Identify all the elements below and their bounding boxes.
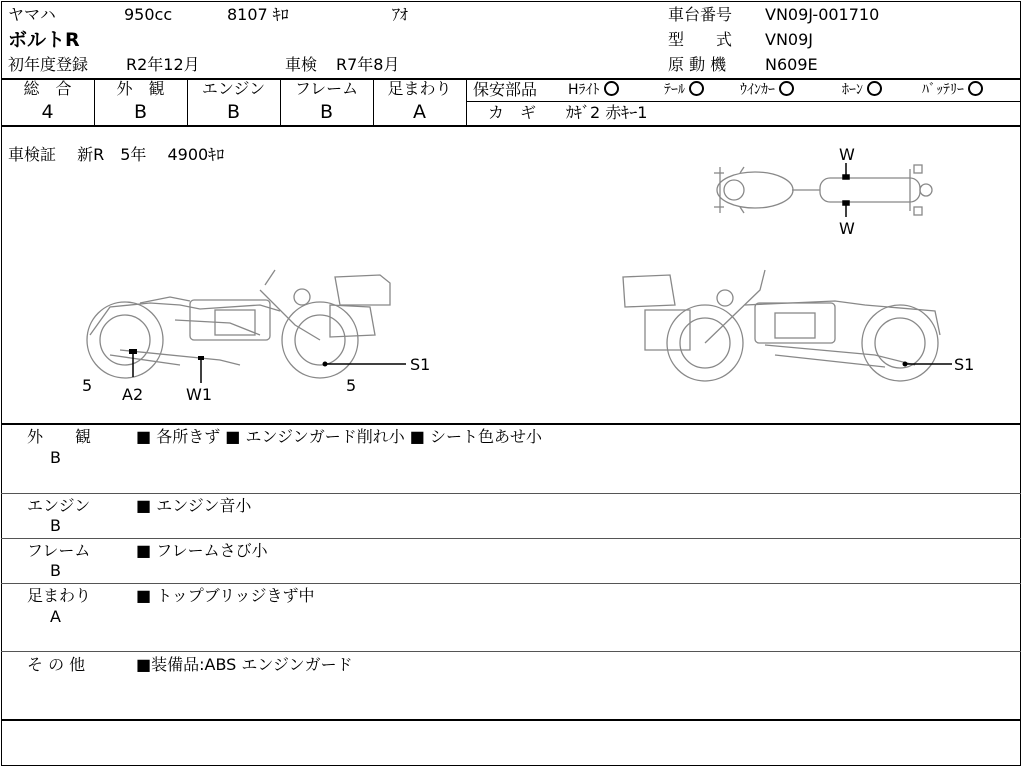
displacement: 950cc bbox=[124, 5, 173, 24]
inspection-value: R7年8月 bbox=[336, 55, 400, 74]
safety-item-headlight: Hﾗｲﾄ bbox=[568, 81, 619, 99]
grade-divider bbox=[466, 79, 467, 125]
mileage: 8107 ｷﾛ bbox=[227, 5, 289, 24]
motorcycle-right-side-diagram bbox=[615, 265, 945, 390]
mark-5-front: 5 bbox=[82, 376, 93, 395]
ok-circle-icon bbox=[689, 81, 704, 96]
type-label: 型 式 bbox=[668, 30, 733, 49]
frame-no-value: VN09J-001710 bbox=[765, 5, 880, 24]
grade-frame-value: B bbox=[319, 101, 334, 123]
model-name: ボルトR bbox=[8, 29, 80, 51]
detail-exterior-text: ■ 各所きず ■ エンジンガード削れ小 ■ シート色あせ小 bbox=[136, 427, 542, 446]
safety-item-horn: ﾎｰﾝ bbox=[842, 81, 882, 99]
detail-suspension-label: 足まわり bbox=[27, 586, 92, 605]
detail-suspension-grade: A bbox=[50, 607, 61, 626]
shaken-note: 車検証 新R 5年 4900ｷﾛ bbox=[8, 145, 225, 164]
mark-w1: W1 bbox=[186, 385, 212, 404]
ok-circle-icon bbox=[779, 81, 794, 96]
grade-suspension-label: 足まわり bbox=[387, 79, 452, 98]
detail-other-text: ■装備品:ABS エンジンガード bbox=[136, 655, 353, 674]
engine-label: 原 動 機 bbox=[668, 55, 727, 74]
safety-item-battery: ﾊﾞｯﾃﾘｰ bbox=[922, 81, 983, 99]
mark-line-a2 bbox=[125, 345, 165, 380]
detail-frame-label: フレーム bbox=[27, 541, 91, 560]
row-divider bbox=[1, 583, 1021, 584]
detail-frame-grade: B bbox=[50, 561, 61, 580]
grade-engine-label: エンジン bbox=[201, 79, 266, 98]
grade-exterior-value: B bbox=[133, 101, 148, 123]
grade-exterior-label: 外 観 bbox=[116, 79, 165, 98]
type-value: VN09J bbox=[765, 30, 813, 49]
motorcycle-top-view-diagram bbox=[700, 145, 950, 245]
ok-circle-icon bbox=[867, 81, 882, 96]
detail-exterior-grade: B bbox=[50, 448, 61, 467]
key-value: ｶｷﾞ2 赤ｷｰ1 bbox=[566, 103, 648, 122]
first-reg-label: 初年度登録 bbox=[8, 55, 89, 74]
row-divider bbox=[1, 651, 1021, 652]
detail-exterior-label: 外 観 bbox=[27, 427, 92, 446]
safety-item-tail: ﾃｰﾙ bbox=[664, 81, 704, 99]
grade-total-value: 4 bbox=[41, 101, 54, 123]
footer-divider bbox=[1, 719, 1021, 721]
mark-line-right-s1 bbox=[900, 358, 955, 370]
inspection-label: 車検 bbox=[285, 55, 318, 74]
grade-total-label: 総 合 bbox=[23, 79, 72, 98]
mark-line-left-s1 bbox=[320, 358, 410, 370]
grades-divider bbox=[1, 125, 1021, 127]
mark-w-lower: W bbox=[839, 219, 855, 238]
diagram-divider bbox=[1, 423, 1021, 425]
safety-item-winker: ｳｲﾝｶｰ bbox=[740, 81, 794, 99]
mark-a2: A2 bbox=[122, 385, 144, 404]
mark-5-rear: 5 bbox=[346, 376, 357, 395]
grade-suspension-value: A bbox=[413, 101, 426, 123]
ok-circle-icon bbox=[968, 81, 983, 96]
safety-title: 保安部品 bbox=[473, 80, 538, 99]
detail-suspension-text: ■ トップブリッジきず中 bbox=[136, 586, 315, 605]
row-divider bbox=[1, 538, 1021, 539]
detail-engine-grade: B bbox=[50, 516, 61, 535]
first-reg-value: R2年12月 bbox=[126, 55, 200, 74]
mark-s1-left: S1 bbox=[410, 355, 431, 374]
color: ｱｵ bbox=[392, 5, 409, 24]
mark-line-w1 bbox=[195, 355, 215, 385]
mark-w-upper: W bbox=[839, 145, 855, 164]
row-divider bbox=[1, 493, 1021, 494]
frame-no-label: 車台番号 bbox=[668, 5, 733, 24]
mark-s1-right: S1 bbox=[954, 355, 975, 374]
engine-value: N609E bbox=[765, 55, 818, 74]
grade-frame-label: フレーム bbox=[294, 79, 359, 98]
key-label: カ ギ bbox=[488, 103, 537, 122]
grade-engine-value: B bbox=[226, 101, 241, 123]
safety-divider bbox=[466, 101, 1021, 102]
detail-engine-text: ■ エンジン音小 bbox=[136, 496, 252, 515]
maker: ヤマハ bbox=[8, 5, 56, 24]
detail-engine-label: エンジン bbox=[27, 496, 91, 515]
detail-other-label: そ の 他 bbox=[27, 655, 86, 674]
ok-circle-icon bbox=[604, 81, 619, 96]
detail-frame-text: ■ フレームさび小 bbox=[136, 541, 268, 560]
